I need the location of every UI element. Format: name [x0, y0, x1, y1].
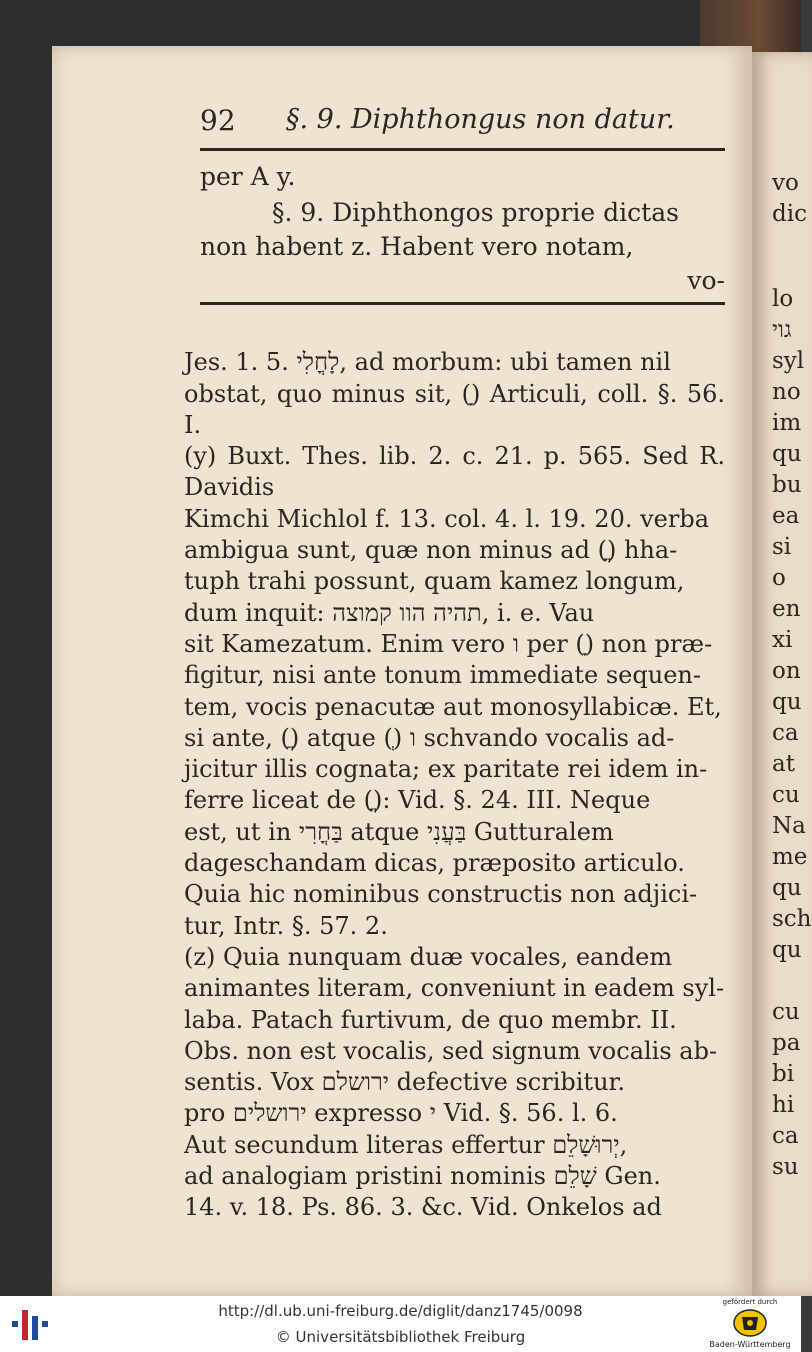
main-line-1: per A y. [200, 162, 296, 191]
main-line-3: non habent z. Habent vero notam, [200, 232, 634, 261]
footnotes [184, 316, 725, 1255]
notes-rule [200, 302, 725, 305]
copyright-notice: © Universitätsbibliothek Freiburg [275, 1328, 526, 1346]
running-header [200, 104, 725, 144]
main-line-2: §. 9. Diphthongos proprie dictas [272, 198, 679, 227]
sponsor-state: Baden-Württemberg [709, 1340, 791, 1349]
running-title: §. 9. Diphthongus non datur. [286, 104, 675, 135]
header-rule [200, 148, 725, 151]
footer-bar [0, 1296, 801, 1352]
footnote-text: Jes. 1. 5. לָחֳלִי, ad morbum: ubi tamen nil obstat, quo minus sit, (ָ) Articuli, coll. §. 56. I. (y) Buxt. Thes. lib. 2. c. 21. p. 565. Sed R. Davidis Kimchi Michlol f. 13. col. 4. l. 19. 20. verba ambigua sunt, quæ non minus ad (ֳ) hha- tuph trahi possunt, quam kamez longum, dum inquit: תהיה הוו קמוצה, i. e. Vau sit Kamezatum. Enim vero ו per (ָ) non præ- figitur, nisi ante tonum immediate sequen- tem, vocis penacutæ aut monosyllabicæ. Et, si ante, (ֲ) atque (ְ) ו schvando vocalis ad- jicitur illis cognata; ex paritate rei idem in- ferre liceat de (ֳ): Vid. §. 24. III. Neque est, ut in בַּחֳרִי atque בַּעֲנִי Gutturalem dageschandam dicas, præposito articulo. Quia hic nominibus constructis non adjici- tur, Intr. §. 57. 2. (z) Quia nunquam duæ vocales, eandem animantes literam, conveniunt in eadem syl- laba. Patach furtivum, de quo membr. II. Obs. non est vocalis, sed signum vocalis ab- sentis. Vox ירושלם defective scribitur. pro ירושלים expresso י Vid. §. 56. l. 6. Aut secundum literas effertur יְרוּשָׁלֵם, ad analogiam pristini nominis שָׁלֵם Gen. 14. v. 18. Ps. 86. 3. &c. Vid. Onkelos ad [184, 348, 725, 1222]
page-url[interactable]: http://dl.ub.uni-freiburg.de/diglit/danz1745/0098 [218, 1302, 583, 1320]
main-text [200, 160, 725, 298]
catchword: vo- [687, 266, 725, 295]
state-seal-icon [732, 1308, 768, 1338]
page-number: 92 [200, 104, 236, 137]
sponsor-label: gefördert durch [722, 1298, 778, 1306]
right-page-top-lines: vo dic [772, 170, 807, 227]
book-edge [700, 0, 801, 52]
right-page-lines: lo גוי syl no im qu bu ea si o en xi on qu ca at cu Na me qu sch qu cu pa bi hi ca su [772, 286, 812, 1180]
sponsor-block [700, 1298, 800, 1352]
